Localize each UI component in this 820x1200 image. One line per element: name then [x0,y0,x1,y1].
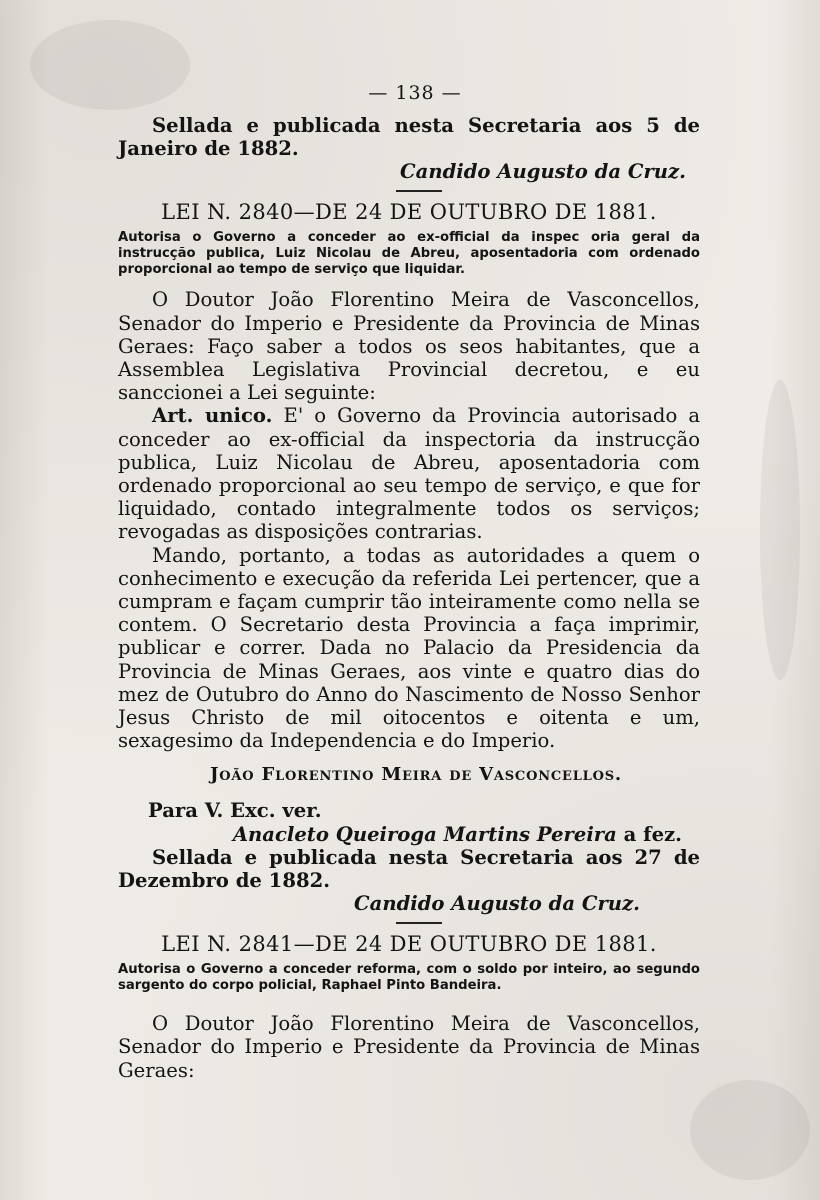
signature-1: Candido Augusto da Cruz. [400,160,686,184]
para-ver: Para V. Exc. ver. [148,799,322,823]
section-divider [396,922,442,924]
page-number: — 138 — [368,82,462,104]
law-summary-2841: Autorisa o Governo a conceder reforma, com o soldo por inteiro, ao segundo sargento do corpo policial, Raphael Pinto Bandeira. [118,962,700,994]
law-title-2840: LEI N. 2840—DE 24 DE OUTUBRO DE 1881. [161,200,657,225]
signature-2: Candido Augusto da Cruz. [354,892,640,916]
law-article-2840 [118,404,700,543]
law-preamble-2840: O Doutor João Florentino Meira de Vasconcellos, Senador do Imperio e Presidente da Provincia de Minas Geraes: Faço saber a todos os seos habitantes, que a Assemblea Legislativa Provincial decretou, e eu sanccionei a Lei seguinte: [118,288,700,405]
section-divider [396,190,442,192]
spacer [118,1004,700,1012]
article-label: Art. unico. [152,404,273,428]
publication-note-2: Sellada e publicada nesta Secretaria aos 27 de Dezembro de 1882. [118,845,700,893]
signatory-name: João Florentino Meira de Vasconcellos. [209,764,622,786]
law-mando-2840: Mando, portanto, a todas as autoridades a quem o conhecimento e execução da referida Lei pertencer, que a cumpram e façam cumprir tão inteiramente como nella se contem. O Secretario desta Provincia a faça imprimir, publicar e correr. Dada no Palacio da Presidencia da Provincia de Minas Geraes, aos vinte e quatro dias do mez de Outubro do Anno do Nascimento de Nosso Senhor Jesus Christo de mil oitocentos e oitenta e um, sexagesimo da Independencia e do Imperio. [118,543,700,753]
clerk-line [118,823,700,846]
law-summary-2840: Autorisa o Governo a conceder ao ex-official da inspec oria geral da instrucção publica, Luiz Nicolau de Abreu, aposentadoria com ordenado proporcional ao tempo de serviço que liquidar. [118,230,700,278]
article-text: E' o Governo da Provincia autorisado a conceder ao ex-official da inspectoria da instrucção publica, Luiz Nicolau de Abreu, aposentadoria com ordenado proporcional ao seu tempo de serviço, e que for liquidado, contado integralmente todos os serviços; revogadas as disposições contrarias. [118,404,700,544]
paper-stain [690,1080,810,1180]
clerk-suffix: a fez. [616,822,682,846]
clerk-name: Anacleto Queiroga Martins Pereira [232,822,617,846]
text-column [118,82,700,1082]
law-title-2841: LEI N. 2841—DE 24 DE OUTUBRO DE 1881. [161,932,657,957]
law-preamble-2841: O Doutor João Florentino Meira de Vasconcellos, Senador do Imperio e Presidente da Provincia de Minas Geraes: [118,1012,700,1082]
paper-stain [760,380,800,680]
publication-note-1: Sellada e publicada nesta Secretaria aos 5 de Janeiro de 1882. [118,114,700,161]
